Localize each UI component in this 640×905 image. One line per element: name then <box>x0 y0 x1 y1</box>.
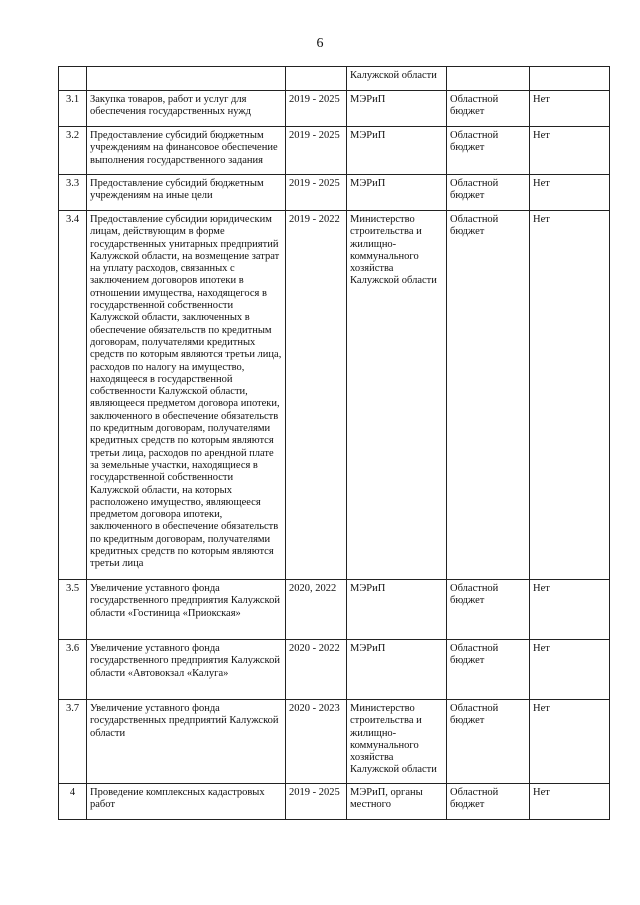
executor-cell: МЭРиП, органы местного <box>347 784 447 820</box>
measure-name-cell: Увеличение уставного фонда государственных предприятий Калужской области <box>87 700 286 784</box>
table-row <box>59 784 610 820</box>
flag-cell: Нет <box>530 784 610 820</box>
funding-source-cell: Областной бюджет <box>447 127 530 175</box>
funding-source-cell <box>447 67 530 91</box>
row-number-cell: 4 <box>59 784 87 820</box>
executor-cell: МЭРиП <box>347 580 447 640</box>
table-row <box>59 67 610 91</box>
row-number-cell: 3.2 <box>59 127 87 175</box>
measure-name-cell: Увеличение уставного фонда государственного предприятия Калужской области «Автовокзал «Калуга» <box>87 640 286 700</box>
executor-cell: Министерство строительства и жилищно-коммунального хозяйства Калужской области <box>347 700 447 784</box>
measure-name-cell <box>87 67 286 91</box>
period-cell: 2019 - 2025 <box>286 91 347 127</box>
measure-name-cell: Предоставление субсидии юридическим лицам, действующим в форме государственных унитарных предприятий Калужской области, на возмещение затрат на уплату расходов, связанных с заключением договоров ипотеки в отношении имущества, находящегося в государственной собственности Калужской области, заключенных в обеспечение обязательств по кредитным договорам, получателями кредитных средств по которым являются третьи лица, расходов по налогу на имущество, находящееся в государственной собственности Калужской области, являющееся предметом договора ипотеки, заключенного в обеспечение обязательств по кредитным договорам, получателями кредитных средств по которым являются третьи лица, расходов по арендной плате за земельные участки, находящиеся в государственной собственности Калужской области, на которых расположено имущество, являющееся предметом договора ипотеки, заключенного в обеспечение обязательств по кредитным договорам, получателями кредитных средств по которым являются третьи лица <box>87 211 286 580</box>
flag-cell: Нет <box>530 640 610 700</box>
period-cell: 2019 - 2025 <box>286 127 347 175</box>
funding-source-cell: Областной бюджет <box>447 640 530 700</box>
period-cell: 2019 - 2022 <box>286 211 347 580</box>
funding-source-cell: Областной бюджет <box>447 91 530 127</box>
table-row <box>59 640 610 700</box>
period-cell: 2020, 2022 <box>286 580 347 640</box>
table-row <box>59 91 610 127</box>
flag-cell: Нет <box>530 91 610 127</box>
measure-name-cell: Проведение комплексных кадастровых работ <box>87 784 286 820</box>
period-cell <box>286 67 347 91</box>
executor-cell: МЭРиП <box>347 91 447 127</box>
flag-cell: Нет <box>530 580 610 640</box>
flag-cell <box>530 67 610 91</box>
row-number-cell: 3.4 <box>59 211 87 580</box>
row-number-cell <box>59 67 87 91</box>
table-row <box>59 211 610 580</box>
flag-cell: Нет <box>530 127 610 175</box>
row-number-cell: 3.3 <box>59 175 87 211</box>
executor-cell: МЭРиП <box>347 175 447 211</box>
flag-cell: Нет <box>530 175 610 211</box>
measures-table <box>58 66 610 820</box>
row-number-cell: 3.5 <box>59 580 87 640</box>
period-cell: 2019 - 2025 <box>286 784 347 820</box>
funding-source-cell: Областной бюджет <box>447 580 530 640</box>
flag-cell: Нет <box>530 700 610 784</box>
measure-name-cell: Предоставление субсидий бюджетным учреждениям на иные цели <box>87 175 286 211</box>
period-cell: 2019 - 2025 <box>286 175 347 211</box>
funding-source-cell: Областной бюджет <box>447 700 530 784</box>
table-row <box>59 175 610 211</box>
measure-name-cell: Предоставление субсидий бюджетным учреждениям на финансовое обеспечение выполнения государственного задания <box>87 127 286 175</box>
executor-cell: МЭРиП <box>347 640 447 700</box>
period-cell: 2020 - 2023 <box>286 700 347 784</box>
page-number: 6 <box>316 36 324 51</box>
executor-cell: МЭРиП <box>347 127 447 175</box>
executor-cell: Министерство строительства и жилищно-коммунального хозяйства Калужской области <box>347 211 447 580</box>
row-number-cell: 3.7 <box>59 700 87 784</box>
funding-source-cell: Областной бюджет <box>447 211 530 580</box>
measure-name-cell: Закупка товаров, работ и услуг для обеспечения государственных нужд <box>87 91 286 127</box>
funding-source-cell: Областной бюджет <box>447 175 530 211</box>
row-number-cell: 3.1 <box>59 91 87 127</box>
flag-cell: Нет <box>530 211 610 580</box>
row-number-cell: 3.6 <box>59 640 87 700</box>
table-row <box>59 580 610 640</box>
measure-name-cell: Увеличение уставного фонда государственного предприятия Калужской области «Гостиница «Приокская» <box>87 580 286 640</box>
period-cell: 2020 - 2022 <box>286 640 347 700</box>
executor-cell: Калужской области <box>347 67 447 91</box>
funding-source-cell: Областной бюджет <box>447 784 530 820</box>
table-row <box>59 700 610 784</box>
table-row <box>59 127 610 175</box>
